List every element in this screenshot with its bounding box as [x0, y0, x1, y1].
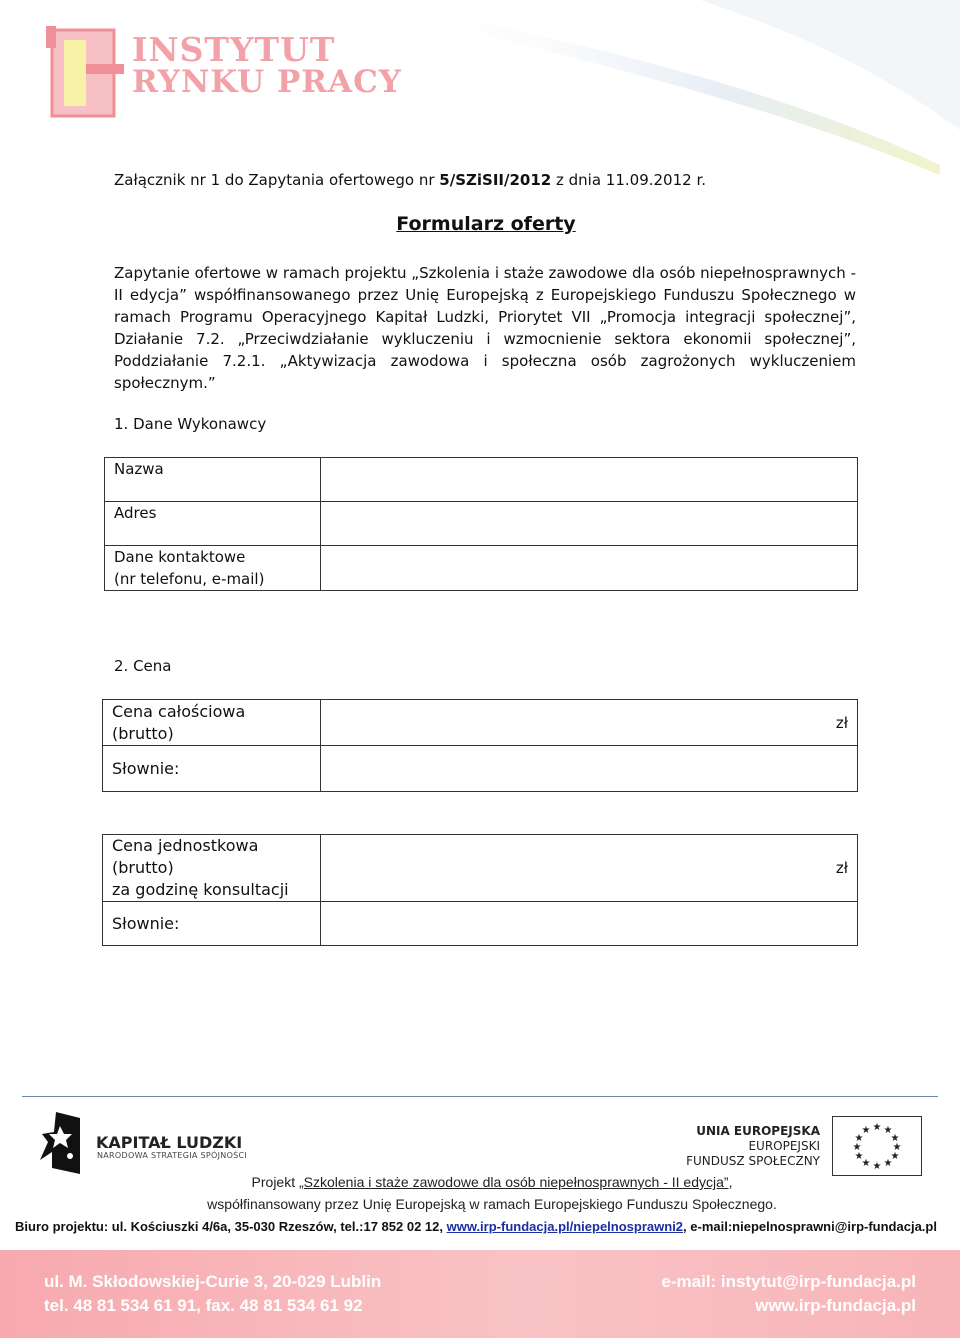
total-price-label: Cena całościowa (brutto) — [103, 700, 321, 746]
svg-text:★: ★ — [892, 1142, 902, 1153]
footer-website: www.irp-fundacja.pl — [755, 1296, 916, 1315]
logo-mark-icon — [44, 24, 129, 124]
address-field[interactable] — [321, 502, 858, 546]
eu-label-line2: EUROPEJSKI — [748, 1139, 820, 1153]
page-title: Formularz oferty — [396, 213, 576, 235]
unit-price-label-line2: za godzinę konsultacji — [112, 880, 289, 899]
office-prefix: Biuro projektu: ul. Kościuszki 4/6a, 35-030 Rzeszów, tel.:17 852 02 12, — [15, 1219, 447, 1234]
project-prefix: Projekt — [251, 1174, 299, 1190]
eu-label — [640, 1124, 820, 1169]
office-line — [0, 1219, 952, 1234]
eu-flag-icon — [832, 1116, 922, 1176]
project-line — [0, 1171, 960, 1193]
unit-price-currency: zł — [835, 859, 848, 877]
kapital-ludzki-logo-icon — [40, 1112, 84, 1176]
annex-number: 5/SZiSII/2012 — [439, 171, 552, 189]
footer-divider — [22, 1096, 938, 1097]
svg-text:★: ★ — [883, 1125, 893, 1136]
office-suffix: , e-mail:niepelnosprawni@irp-fundacja.pl — [683, 1219, 937, 1234]
footer-contact — [661, 1270, 916, 1318]
contact-field[interactable] — [321, 546, 858, 591]
svg-text:★: ★ — [854, 1133, 864, 1144]
eu-label-line1: UNIA EUROPEJSKA — [696, 1124, 820, 1138]
address-label: Adres — [105, 502, 321, 546]
office-website-link[interactable]: www.irp-fundacja.pl/niepelnosprawni2 — [446, 1219, 684, 1234]
footer-address — [44, 1270, 381, 1318]
kapital-ludzki-subtitle: NARODOWA STRATEGIA SPÓJNOŚCI — [97, 1151, 248, 1160]
name-label: Nazwa — [105, 458, 321, 502]
svg-text:★: ★ — [854, 1151, 864, 1162]
footer-address-line1: ul. M. Skłodowskiej-Curie 3, 20-029 Lublin — [44, 1272, 382, 1291]
annex-reference — [114, 169, 706, 191]
svg-text:★: ★ — [890, 1133, 900, 1144]
total-price-words-label: Słownie: — [103, 746, 321, 792]
instytut-rynku-pracy-logo — [44, 24, 402, 124]
logo-text-line1: INSTYTUT — [132, 30, 336, 69]
cofinanced-line: współfinansowany przez Unię Europejską w ramach Europejskiego Funduszu Społecznego. — [207, 1196, 777, 1212]
total-price-field[interactable] — [321, 700, 858, 746]
svg-text:★: ★ — [852, 1142, 862, 1153]
annex-suffix: z dnia 11.09.2012 r. — [551, 171, 707, 189]
table-row — [103, 700, 858, 746]
logo-text-line2: RYNKU PRACY — [132, 64, 402, 100]
unit-price-field[interactable] — [321, 835, 858, 902]
svg-text:★: ★ — [861, 1158, 871, 1169]
section1-heading: 1. Dane Wykonawcy — [114, 415, 267, 433]
table-row — [103, 746, 858, 792]
unit-price-words-label: Słownie: — [103, 902, 321, 946]
total-price-currency: zł — [835, 713, 848, 732]
annex-prefix: Załącznik nr 1 do Zapytania ofertowego nr — [114, 171, 440, 189]
table-row — [105, 458, 858, 502]
intro-text: Zapytanie ofertowe w ramach projektu „Szkolenia i staże zawodowe dla osób niepełnosprawnych - II edycja” współfinansowanego przez Unię Europejską z Europejskiego Funduszu Społecznego w ramach Programu Operacyjnego Kapitał Ludzki, Priorytet VII „Promocja integracji społecznej”, Działanie 7.2. „Przeciwdziałanie wykluczeniu i wzmocnienie sektora ekonomii społecznej”, Poddziałanie 7.2.1. „Aktywizacja zawodowa i społeczna osób zagrożonych wykluczeniem społecznym.” — [114, 264, 856, 392]
eu-label-line3: FUNDUSZ SPOŁECZNY — [686, 1154, 820, 1168]
unit-price-label-line1: Cena jednostkowa (brutto) — [112, 836, 259, 877]
intro-paragraph — [114, 262, 856, 394]
contact-label-line1: Dane kontaktowe — [114, 548, 246, 566]
unit-price-words-field[interactable] — [321, 902, 858, 946]
project-suffix: , — [728, 1174, 733, 1190]
footer-address-line2: tel. 48 81 534 61 91, fax. 48 81 534 61 92 — [44, 1296, 363, 1315]
kapital-ludzki-title: KAPITAŁ LUDZKI — [96, 1133, 243, 1152]
table-row — [103, 835, 858, 902]
section2-heading: 2. Cena — [114, 657, 172, 675]
contractor-data-table — [104, 457, 858, 591]
svg-text:★: ★ — [872, 1161, 882, 1172]
table-row — [105, 502, 858, 546]
total-price-table — [102, 699, 858, 792]
contact-label — [105, 546, 321, 591]
unit-price-table — [102, 834, 858, 946]
contact-label-line2: (nr telefonu, e-mail) — [114, 570, 265, 588]
unit-price-label — [103, 835, 321, 902]
svg-text:★: ★ — [883, 1158, 893, 1169]
svg-text:★: ★ — [872, 1122, 882, 1133]
svg-text:★: ★ — [861, 1125, 871, 1136]
table-row — [105, 546, 858, 591]
svg-text:★: ★ — [890, 1151, 900, 1162]
total-price-words-field[interactable] — [321, 746, 858, 792]
footer-email: e-mail: instytut@irp-fundacja.pl — [661, 1272, 916, 1291]
name-field[interactable] — [321, 458, 858, 502]
table-row — [103, 902, 858, 946]
project-name: „Szkolenia i staże zawodowe dla osób niepełnosprawnych - II edycja” — [299, 1174, 729, 1190]
